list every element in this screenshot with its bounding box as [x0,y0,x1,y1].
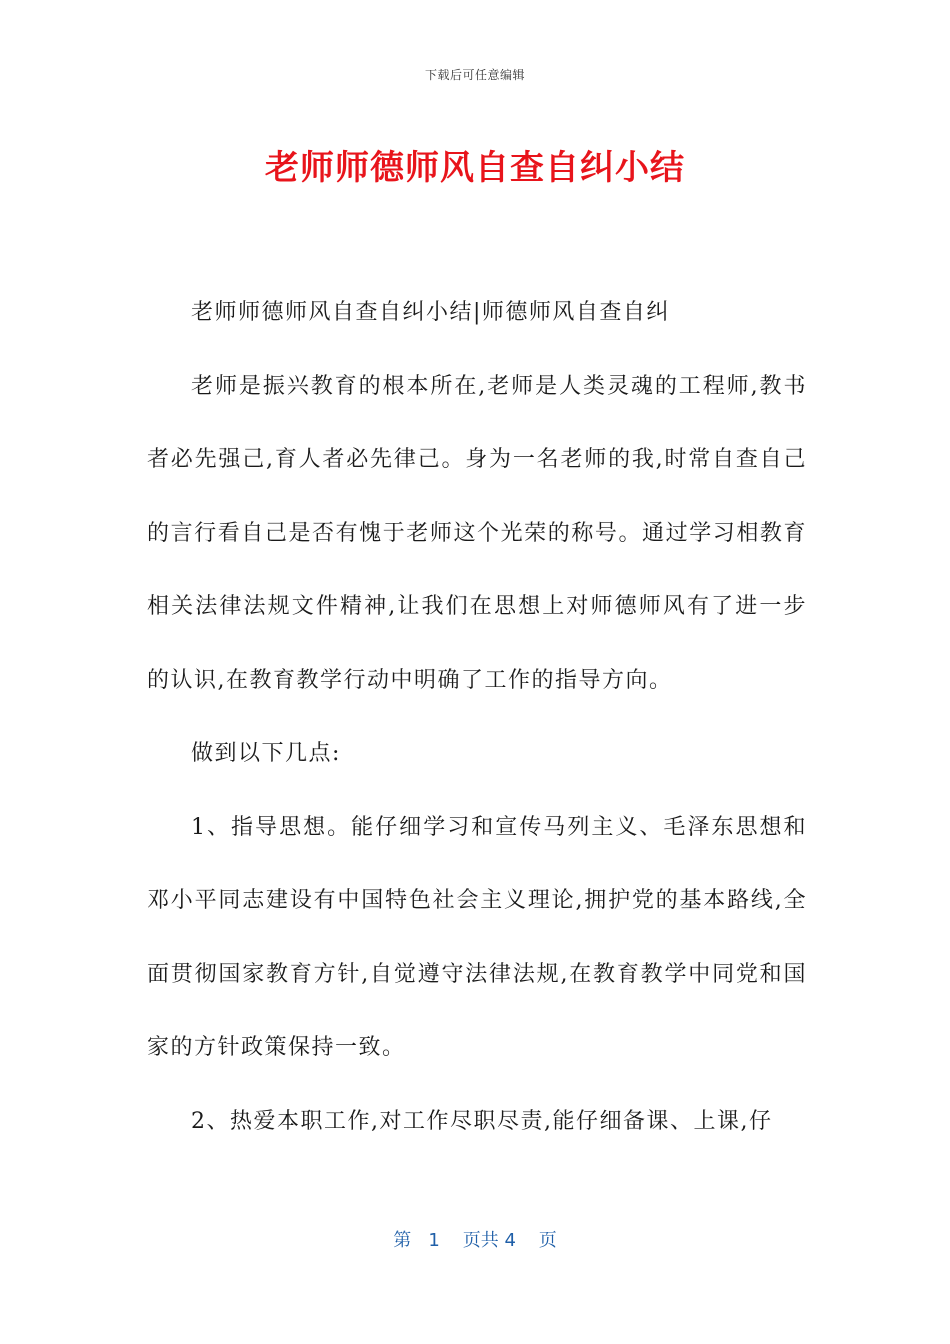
footer-middle: 页共 [462,1230,499,1251]
document-title: 老师师德师风自查自纠小结 [265,148,685,188]
paragraph-point-1: 1、指导思想。能仔细学习和宣传马列主义、毛泽东思想和邓小平同志建设有中国特色社会主义理论,拥护党的基本路线,全面贯彻国家教育方针,自觉遵守法律法规,在教育教学中同党和国家的方针政策保持一致。 [147,814,807,1060]
footer-current-page: 1 [428,1230,440,1251]
document-body [147,276,807,1158]
paragraph-points-heading: 做到以下几点: [191,741,341,766]
paragraph-point-2: 2、热爱本职工作,对工作尽职尽责,能仔细备课、上课,仔 [191,1108,773,1134]
footer-total-pages: 4 [504,1230,516,1251]
header-note: 下载后可任意编辑 [424,68,525,82]
paragraph-intro: 老师是振兴教育的根本所在,老师是人类灵魂的工程师,教书者必先强己,育人者必先律己。身为一名老师的我,时常自查自己的言行看自己是否有愧于老师这个光荣的称号。通过学习相教育相关法律法规文件精神,让我们在思想上对师德师风有了进一步的认识,在教育教学行动中明确了工作的指导方向。 [147,373,807,693]
footer-suffix: 页 [538,1230,557,1251]
paragraph-subtitle: 老师师德师风自查自纠小结|师德师风自查自纠 [191,300,670,325]
footer-prefix: 第 [393,1230,412,1251]
page-footer [0,1226,950,1252]
